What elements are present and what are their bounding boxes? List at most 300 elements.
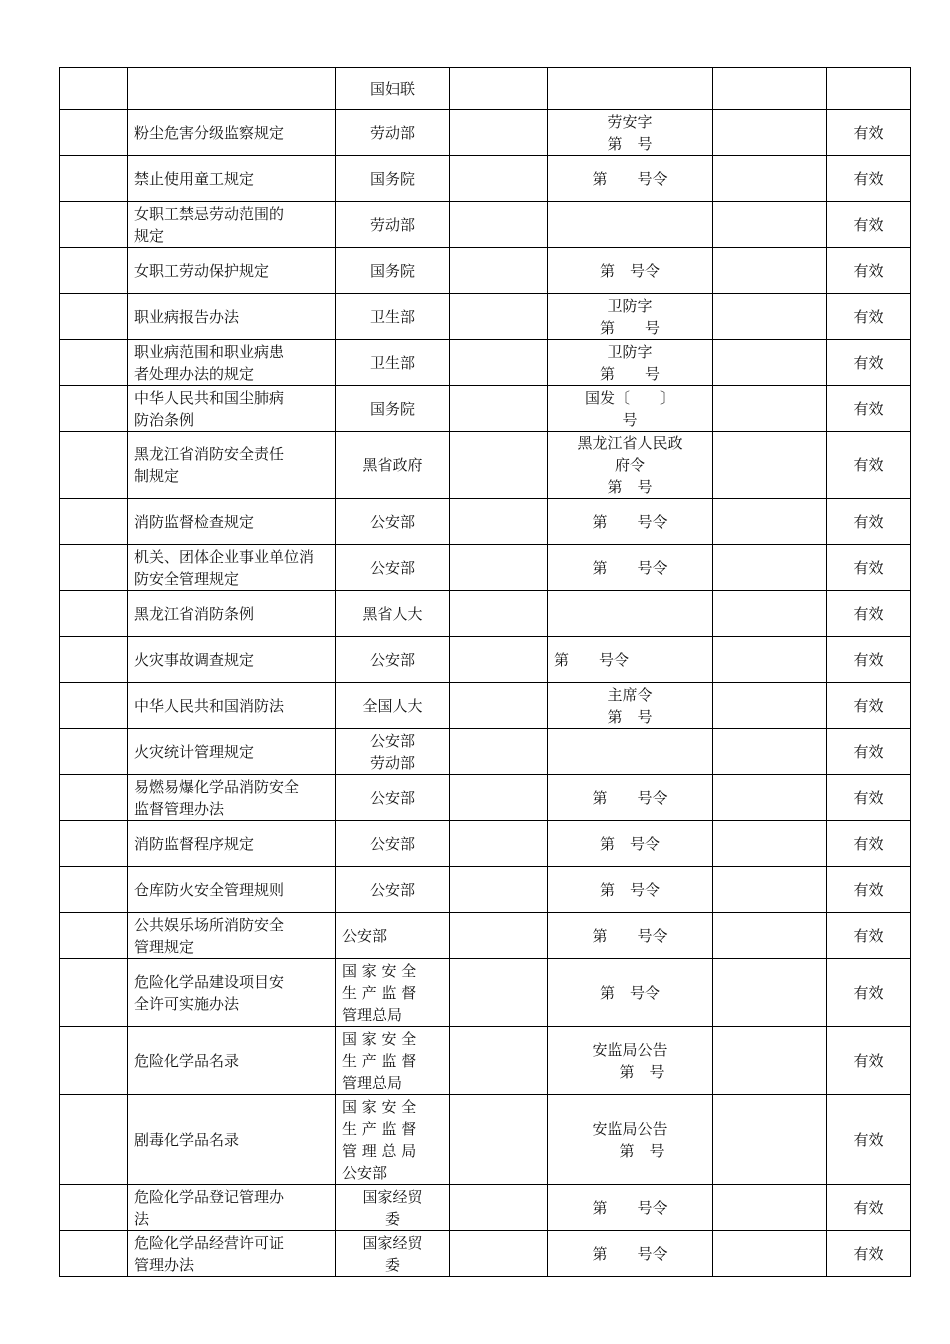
- cell-text-line: 国 家 安 全: [342, 961, 417, 980]
- status-cell: [827, 1095, 911, 1185]
- blank-cell: [713, 68, 827, 110]
- status-text: 有效: [853, 604, 884, 623]
- status-cell: [827, 959, 911, 1027]
- regulation-name-cell: [128, 156, 336, 202]
- index-cell: [60, 775, 128, 821]
- status-cell: [827, 110, 911, 156]
- cell-text-line: 职业病报告办法: [134, 307, 240, 326]
- document-number-cell: [548, 683, 713, 729]
- cell-text-line: 第 号令: [592, 169, 668, 188]
- regulation-name-cell: [128, 913, 336, 959]
- blank-cell: [450, 867, 548, 913]
- blank-cell: [713, 775, 827, 821]
- table-row: [60, 959, 911, 1027]
- cell-text-line: 第 号: [619, 1141, 665, 1160]
- issuing-body-cell: [336, 202, 450, 248]
- regulation-name-cell: [128, 68, 336, 110]
- index-cell: [60, 340, 128, 386]
- blank-cell: [713, 499, 827, 545]
- cell-text-line: 号: [622, 410, 638, 429]
- cell-text-line: 第 号令: [592, 788, 668, 807]
- status-text: 有效: [853, 1198, 884, 1217]
- cell-text-line: 公安部: [369, 558, 415, 577]
- regulations-table: [59, 67, 911, 1277]
- document-number-cell: [548, 294, 713, 340]
- cell-text-line: 国妇联: [369, 79, 415, 98]
- regulation-name-cell: [128, 729, 336, 775]
- status-cell: [827, 867, 911, 913]
- issuing-body-cell: [336, 591, 450, 637]
- blank-cell: [450, 202, 548, 248]
- regulation-name-cell: [128, 202, 336, 248]
- status-text: 有效: [853, 742, 884, 761]
- blank-cell: [713, 110, 827, 156]
- cell-text-line: 劳动部: [369, 753, 415, 772]
- blank-cell: [713, 432, 827, 499]
- table-row: [60, 499, 911, 545]
- table-row: [60, 294, 911, 340]
- blank-cell: [450, 294, 548, 340]
- cell-text-line: 国务院: [369, 169, 415, 188]
- document-number-cell: [548, 1231, 713, 1277]
- blank-cell: [450, 248, 548, 294]
- status-cell: [827, 499, 911, 545]
- blank-cell: [713, 591, 827, 637]
- cell-text-line: 公安部: [342, 1163, 388, 1182]
- cell-text-line: 黑龙江省消防安全责任: [134, 445, 285, 463]
- index-cell: [60, 386, 128, 432]
- cell-text-line: 第 号: [607, 134, 653, 153]
- cell-text-line: 危险化学品建设项目安: [134, 972, 285, 991]
- issuing-body-cell: [336, 1231, 450, 1277]
- index-cell: [60, 156, 128, 202]
- document-number-cell: [548, 867, 713, 913]
- blank-cell: [450, 775, 548, 821]
- blank-cell: [450, 959, 548, 1027]
- cell-text-line: 国务院: [369, 261, 415, 280]
- blank-cell: [450, 591, 548, 637]
- regulation-name-cell: [128, 340, 336, 386]
- cell-text-line: 公安部: [369, 512, 415, 531]
- cell-text-line: 危险化学品经营许可证: [134, 1233, 285, 1252]
- blank-cell: [450, 340, 548, 386]
- blank-cell: [713, 867, 827, 913]
- blank-cell: [713, 340, 827, 386]
- cell-text-line: 职业病范围和职业病患: [134, 342, 285, 361]
- cell-text-line: 易燃易爆化学品消防安全: [134, 777, 300, 796]
- status-cell: [827, 913, 911, 959]
- status-text: 有效: [853, 1244, 884, 1263]
- regulations-table-body: [60, 68, 911, 1277]
- status-cell: [827, 1185, 911, 1231]
- cell-text-line: 劳动部: [369, 123, 415, 142]
- issuing-body-cell: [336, 775, 450, 821]
- document-number-cell: [548, 110, 713, 156]
- index-cell: [60, 432, 128, 499]
- status-cell: [827, 294, 911, 340]
- blank-cell: [713, 959, 827, 1027]
- blank-cell: [713, 1095, 827, 1185]
- blank-cell: [713, 821, 827, 867]
- cell-text-line: 消防监督程序规定: [134, 834, 255, 853]
- table-row: [60, 1231, 911, 1277]
- cell-text-line: 防安全管理规定: [134, 569, 240, 588]
- cell-text-line: 全许可实施办法: [134, 994, 240, 1013]
- document-number-cell: [548, 386, 713, 432]
- blank-cell: [450, 432, 548, 499]
- issuing-body-cell: [336, 68, 450, 110]
- document-number-cell: [548, 340, 713, 386]
- table-row: [60, 867, 911, 913]
- status-cell: [827, 591, 911, 637]
- blank-cell: [450, 913, 548, 959]
- index-cell: [60, 683, 128, 729]
- cell-text-line: 第 号令: [592, 1198, 668, 1217]
- cell-text-line: 第 号令: [599, 983, 660, 1002]
- index-cell: [60, 110, 128, 156]
- blank-cell: [450, 683, 548, 729]
- cell-text-line: 机关、团体企业事业单位消: [134, 547, 315, 566]
- cell-text-line: 第 号令: [599, 834, 660, 853]
- cell-text-line: 粉尘危害分级监察规定: [134, 123, 285, 142]
- regulation-name-cell: [128, 959, 336, 1027]
- cell-text-line: 第 号令: [592, 558, 668, 577]
- cell-text-line: 黑省政府: [362, 456, 423, 474]
- index-cell: [60, 202, 128, 248]
- issuing-body-cell: [336, 432, 450, 499]
- issuing-body-cell: [336, 959, 450, 1027]
- cell-text-line: 第 号令: [592, 512, 668, 531]
- status-cell: [827, 432, 911, 499]
- index-cell: [60, 68, 128, 110]
- status-text: 有效: [853, 123, 884, 142]
- document-number-cell: [548, 775, 713, 821]
- blank-cell: [713, 248, 827, 294]
- blank-cell: [713, 1231, 827, 1277]
- status-text: 有效: [853, 788, 884, 807]
- status-cell: [827, 202, 911, 248]
- document-number-cell: [548, 202, 713, 248]
- cell-text-line: 中华人民共和国消防法: [134, 696, 285, 715]
- cell-text-line: 委: [384, 1209, 400, 1228]
- table-row: [60, 545, 911, 591]
- blank-cell: [713, 683, 827, 729]
- index-cell: [60, 545, 128, 591]
- document-number-cell: [548, 913, 713, 959]
- table-row: [60, 202, 911, 248]
- cell-text-line: 管理规定: [134, 937, 195, 956]
- document-number-cell: [548, 432, 713, 499]
- cell-text-line: 黑龙江省消防条例: [134, 604, 255, 623]
- index-cell: [60, 1027, 128, 1095]
- issuing-body-cell: [336, 248, 450, 294]
- cell-text-line: 国 家 安 全: [342, 1029, 417, 1048]
- status-cell: [827, 775, 911, 821]
- status-text: 有效: [853, 456, 884, 474]
- index-cell: [60, 637, 128, 683]
- cell-text-line: 危险化学品名录: [134, 1051, 240, 1070]
- regulation-name-cell: [128, 1185, 336, 1231]
- cell-text-line: 仓库防火安全管理规则: [134, 880, 285, 899]
- cell-text-line: 第 号令: [592, 926, 668, 945]
- blank-cell: [713, 729, 827, 775]
- cell-text-line: 中华人民共和国尘肺病: [134, 388, 285, 407]
- document-number-cell: [548, 545, 713, 591]
- status-text: 有效: [853, 215, 884, 234]
- document-number-cell: [548, 68, 713, 110]
- table-row: [60, 1095, 911, 1185]
- regulation-name-cell: [128, 821, 336, 867]
- status-cell: [827, 248, 911, 294]
- cell-text-line: 生 产 监 督: [342, 1119, 417, 1138]
- cell-text-line: 法: [134, 1209, 150, 1228]
- cell-text-line: 危险化学品登记管理办: [134, 1187, 285, 1206]
- cell-text-line: 监督管理办法: [134, 799, 225, 818]
- cell-text-line: 第 号: [599, 318, 660, 337]
- status-cell: [827, 68, 911, 110]
- status-text: 有效: [853, 261, 884, 280]
- document-number-cell: [548, 499, 713, 545]
- blank-cell: [450, 110, 548, 156]
- blank-cell: [450, 1027, 548, 1095]
- status-text: 有效: [853, 353, 884, 372]
- status-text: 有效: [853, 399, 884, 418]
- regulation-name-cell: [128, 432, 336, 499]
- issuing-body-cell: [336, 156, 450, 202]
- index-cell: [60, 248, 128, 294]
- regulation-name-cell: [128, 1027, 336, 1095]
- cell-text-line: 公安部: [369, 880, 415, 899]
- cell-text-line: 生 产 监 督: [342, 983, 417, 1002]
- issuing-body-cell: [336, 1027, 450, 1095]
- cell-text-line: 女职工劳动保护规定: [134, 261, 270, 280]
- blank-cell: [450, 545, 548, 591]
- table-row: [60, 1185, 911, 1231]
- status-cell: [827, 1231, 911, 1277]
- table-row: [60, 156, 911, 202]
- status-cell: [827, 545, 911, 591]
- document-number-cell: [548, 248, 713, 294]
- cell-text-line: 全国人大: [362, 696, 423, 715]
- cell-text-line: 第 号: [599, 364, 660, 383]
- table-row: [60, 68, 911, 110]
- cell-text-line: 第 号令: [592, 1244, 668, 1263]
- document-number-cell: [548, 729, 713, 775]
- document-number-cell: [548, 821, 713, 867]
- cell-text-line: 黑省人大: [362, 604, 423, 623]
- blank-cell: [713, 202, 827, 248]
- status-text: 有效: [853, 307, 884, 326]
- issuing-body-cell: [336, 499, 450, 545]
- issuing-body-cell: [336, 340, 450, 386]
- cell-text-line: 火灾事故调查规定: [134, 650, 255, 669]
- cell-text-line: 劳动部: [369, 215, 415, 234]
- blank-cell: [713, 294, 827, 340]
- status-cell: [827, 729, 911, 775]
- blank-cell: [450, 1185, 548, 1231]
- issuing-body-cell: [336, 386, 450, 432]
- issuing-body-cell: [336, 1185, 450, 1231]
- blank-cell: [713, 1185, 827, 1231]
- cell-text-line: 第 号令: [599, 880, 660, 899]
- regulation-name-cell: [128, 499, 336, 545]
- table-row: [60, 591, 911, 637]
- cell-text-line: 国 家 安 全: [342, 1097, 417, 1116]
- cell-text-line: 国务院: [369, 399, 415, 418]
- index-cell: [60, 294, 128, 340]
- blank-cell: [713, 1027, 827, 1095]
- cell-text-line: 公共娱乐场所消防安全: [134, 915, 285, 934]
- cell-text-line: 国家经贸: [362, 1233, 423, 1252]
- status-cell: [827, 821, 911, 867]
- blank-cell: [713, 386, 827, 432]
- cell-text-line: 禁止使用童工规定: [134, 169, 255, 188]
- cell-text-line: 第 号: [619, 1062, 665, 1081]
- table-row: [60, 775, 911, 821]
- issuing-body-cell: [336, 683, 450, 729]
- table-row: [60, 1027, 911, 1095]
- status-cell: [827, 386, 911, 432]
- blank-cell: [450, 637, 548, 683]
- issuing-body-cell: [336, 913, 450, 959]
- cell-text-line: 主席令: [607, 685, 653, 704]
- table-row: [60, 913, 911, 959]
- cell-text-line: 公安部: [369, 731, 415, 750]
- table-row: [60, 729, 911, 775]
- issuing-body-cell: [336, 729, 450, 775]
- cell-text-line: 者处理办法的规定: [134, 364, 255, 383]
- status-text: 有效: [853, 696, 884, 715]
- document-number-cell: [548, 1027, 713, 1095]
- cell-text-line: 剧毒化学品名录: [134, 1130, 240, 1149]
- index-cell: [60, 1095, 128, 1185]
- regulation-name-cell: [128, 637, 336, 683]
- table-row: [60, 248, 911, 294]
- status-cell: [827, 637, 911, 683]
- blank-cell: [450, 821, 548, 867]
- cell-text-line: 国家经贸: [362, 1187, 423, 1206]
- blank-cell: [450, 1095, 548, 1185]
- cell-text-line: 生 产 监 督: [342, 1051, 417, 1070]
- issuing-body-cell: [336, 1095, 450, 1185]
- cell-text-line: 国发〔 〕: [584, 388, 675, 407]
- cell-text-line: 第 号: [607, 478, 653, 496]
- document-number-cell: [548, 591, 713, 637]
- regulation-name-cell: [128, 775, 336, 821]
- regulation-name-cell: [128, 545, 336, 591]
- status-text: 有效: [853, 834, 884, 853]
- cell-text-line: 管理办法: [134, 1255, 195, 1274]
- cell-text-line: 安监局公告: [592, 1040, 668, 1059]
- cell-text-line: 卫防字: [607, 296, 653, 315]
- cell-text-line: 规定: [134, 226, 165, 245]
- cell-text-line: 委: [384, 1255, 400, 1274]
- blank-cell: [713, 545, 827, 591]
- table-row: [60, 432, 911, 499]
- table-row: [60, 683, 911, 729]
- status-cell: [827, 683, 911, 729]
- cell-text-line: 公安部: [342, 926, 388, 945]
- regulation-name-cell: [128, 248, 336, 294]
- index-cell: [60, 867, 128, 913]
- regulation-name-cell: [128, 1231, 336, 1277]
- status-text: 有效: [853, 650, 884, 669]
- table-row: [60, 821, 911, 867]
- status-text: 有效: [853, 983, 884, 1002]
- cell-text-line: 第 号令: [554, 650, 630, 669]
- blank-cell: [450, 156, 548, 202]
- status-cell: [827, 156, 911, 202]
- cell-text-line: 管理总局: [342, 1073, 403, 1092]
- regulation-name-cell: [128, 683, 336, 729]
- blank-cell: [450, 386, 548, 432]
- cell-text-line: 黑龙江省人民政: [577, 434, 683, 452]
- cell-text-line: 火灾统计管理规定: [134, 742, 255, 761]
- blank-cell: [713, 156, 827, 202]
- document-number-cell: [548, 637, 713, 683]
- cell-text-line: 第 号令: [599, 261, 660, 280]
- blank-cell: [450, 499, 548, 545]
- cell-text-line: 卫生部: [369, 307, 415, 326]
- index-cell: [60, 591, 128, 637]
- regulation-name-cell: [128, 386, 336, 432]
- cell-text-line: 制规定: [134, 467, 180, 485]
- index-cell: [60, 1185, 128, 1231]
- document-number-cell: [548, 1095, 713, 1185]
- cell-text-line: 公安部: [369, 650, 415, 669]
- status-cell: [827, 1027, 911, 1095]
- issuing-body-cell: [336, 545, 450, 591]
- index-cell: [60, 821, 128, 867]
- status-text: 有效: [853, 926, 884, 945]
- cell-text-line: 公安部: [369, 788, 415, 807]
- document-number-cell: [548, 1185, 713, 1231]
- cell-text-line: 卫生部: [369, 353, 415, 372]
- issuing-body-cell: [336, 637, 450, 683]
- table-row: [60, 110, 911, 156]
- blank-cell: [713, 637, 827, 683]
- issuing-body-cell: [336, 110, 450, 156]
- index-cell: [60, 729, 128, 775]
- cell-text-line: 消防监督检查规定: [134, 512, 255, 531]
- cell-text-line: 劳安字: [607, 112, 653, 131]
- document-number-cell: [548, 156, 713, 202]
- document-number-cell: [548, 959, 713, 1027]
- cell-text-line: 公安部: [369, 834, 415, 853]
- issuing-body-cell: [336, 821, 450, 867]
- cell-text-line: 管 理 总 局: [342, 1141, 417, 1160]
- regulation-name-cell: [128, 867, 336, 913]
- blank-cell: [450, 729, 548, 775]
- table-row: [60, 386, 911, 432]
- cell-text-line: 女职工禁忌劳动范围的: [134, 204, 285, 223]
- status-text: 有效: [853, 512, 884, 531]
- index-cell: [60, 959, 128, 1027]
- blank-cell: [713, 913, 827, 959]
- cell-text-line: 第 号: [607, 707, 653, 726]
- regulation-name-cell: [128, 591, 336, 637]
- cell-text-line: 安监局公告: [592, 1119, 668, 1138]
- issuing-body-cell: [336, 294, 450, 340]
- table-row: [60, 637, 911, 683]
- issuing-body-cell: [336, 867, 450, 913]
- index-cell: [60, 913, 128, 959]
- regulation-name-cell: [128, 294, 336, 340]
- cell-text-line: 府令: [614, 456, 645, 474]
- cell-text-line: 管理总局: [342, 1005, 403, 1024]
- regulation-name-cell: [128, 1095, 336, 1185]
- status-text: 有效: [853, 1051, 884, 1070]
